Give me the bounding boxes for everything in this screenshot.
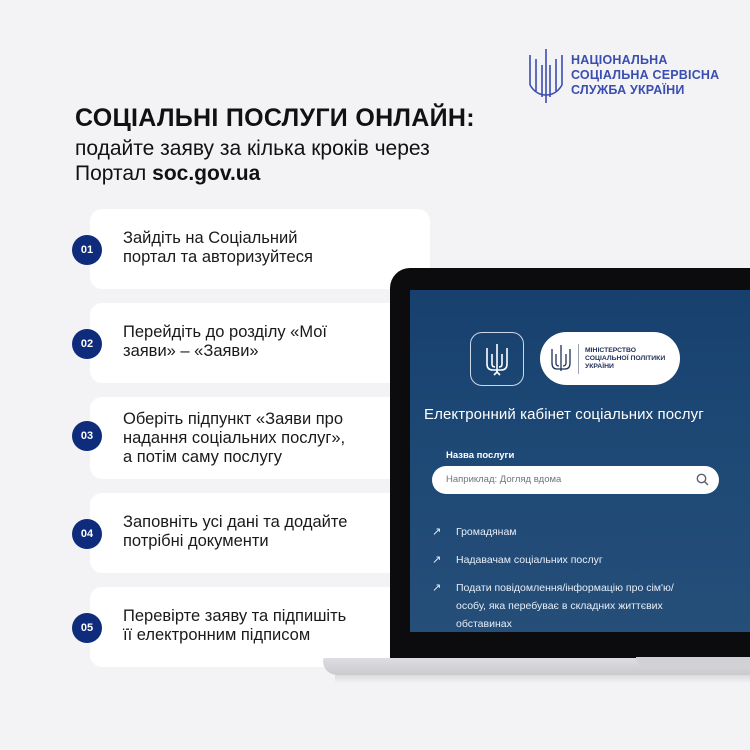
portal-prefix: Портал — [75, 162, 147, 185]
laptop-notch — [636, 657, 750, 667]
link-providers[interactable] — [432, 551, 721, 569]
trident-emblem-icon — [527, 45, 565, 105]
trident-icon — [484, 342, 510, 376]
step-line: а потім саму послугу — [123, 448, 282, 466]
logo-line-1: НАЦІОНАЛЬНА — [571, 52, 668, 67]
step-line: портал та авторизуйтеся — [123, 248, 313, 266]
step-number-badge: 05 — [72, 613, 102, 643]
nssu-logo — [527, 45, 719, 105]
search-placeholder: Наприклад: Догляд вдома — [446, 474, 562, 485]
step-card-1 — [80, 209, 430, 289]
arrow-up-right-icon: ↗ — [432, 582, 442, 594]
step-line: потрібні документи — [123, 532, 269, 550]
step-number-badge: 01 — [72, 235, 102, 265]
ministry-line: МІНІСТЕРСТВО — [585, 346, 637, 354]
service-search-input[interactable] — [432, 466, 719, 494]
link-line: особу, яка перебуває в складних життєвих — [456, 600, 663, 612]
link-label: Надавачам соціальних послуг — [456, 554, 603, 566]
cabinet-title: Електронний кабінет соціальних послуг — [424, 406, 704, 423]
link-label — [456, 579, 721, 632]
step-line: надання соціальних послуг», — [123, 429, 346, 447]
arrow-up-right-icon: ↗ — [432, 554, 442, 566]
headline-portal — [75, 161, 475, 186]
step-line: Оберіть підпункт «Заяви про — [123, 410, 344, 428]
step-number-badge: 02 — [72, 329, 102, 359]
step-card-5 — [80, 587, 430, 667]
ministry-name — [585, 347, 665, 371]
link-citizens[interactable] — [432, 523, 721, 541]
step-card-2 — [80, 303, 430, 383]
step-line: Заповніть усі дані та додайте — [123, 513, 348, 531]
link-label: Громадянам — [456, 526, 517, 538]
step-text — [123, 323, 403, 361]
step-line: Зайдіть на Соціальний — [123, 229, 298, 247]
headline-title: СОЦІАЛЬНІ ПОСЛУГИ ОНЛАЙН: — [75, 104, 475, 132]
step-number-badge: 04 — [72, 519, 102, 549]
step-text — [123, 410, 403, 467]
link-report-family[interactable] — [432, 579, 721, 632]
step-text — [123, 229, 403, 267]
logo-divider — [578, 344, 579, 374]
ministry-logo[interactable] — [540, 332, 680, 385]
laptop-screen — [410, 290, 750, 632]
headline-subtitle: подайте заяву за кілька кроків через — [75, 137, 430, 160]
link-line: обставинах — [456, 618, 512, 630]
step-line: заяви» – «Заяви» — [123, 342, 259, 360]
arrow-up-right-icon: ↗ — [432, 526, 442, 538]
step-card-3 — [80, 397, 430, 479]
ministry-line: УКРАЇНИ — [585, 362, 614, 370]
step-text — [123, 513, 403, 551]
step-line: її електронним підписом — [123, 626, 311, 644]
link-line: Подати повідомлення/інформацію про сім'ю/ — [456, 582, 674, 594]
step-line: Перевірте заяву та підпишіть — [123, 607, 347, 625]
service-field-label: Назва послуги — [446, 450, 515, 461]
trident-button[interactable] — [470, 332, 524, 386]
step-text — [123, 607, 403, 645]
laptop-shadow — [335, 675, 750, 683]
ministry-line: СОЦІАЛЬНОЇ ПОЛІТИКИ — [585, 354, 666, 362]
step-line: Перейдіть до розділу «Мої — [123, 323, 328, 341]
step-card-4 — [80, 493, 430, 573]
trident-icon — [550, 344, 572, 374]
step-number-badge: 03 — [72, 421, 102, 451]
logo-line-3: СЛУЖБА УКРАЇНИ — [571, 82, 685, 97]
search-icon[interactable] — [696, 473, 709, 486]
logo-line-2: СОЦІАЛЬНА СЕРВІСНА — [571, 67, 720, 82]
headline — [75, 103, 475, 186]
portal-url: soc.gov.ua — [152, 162, 261, 185]
